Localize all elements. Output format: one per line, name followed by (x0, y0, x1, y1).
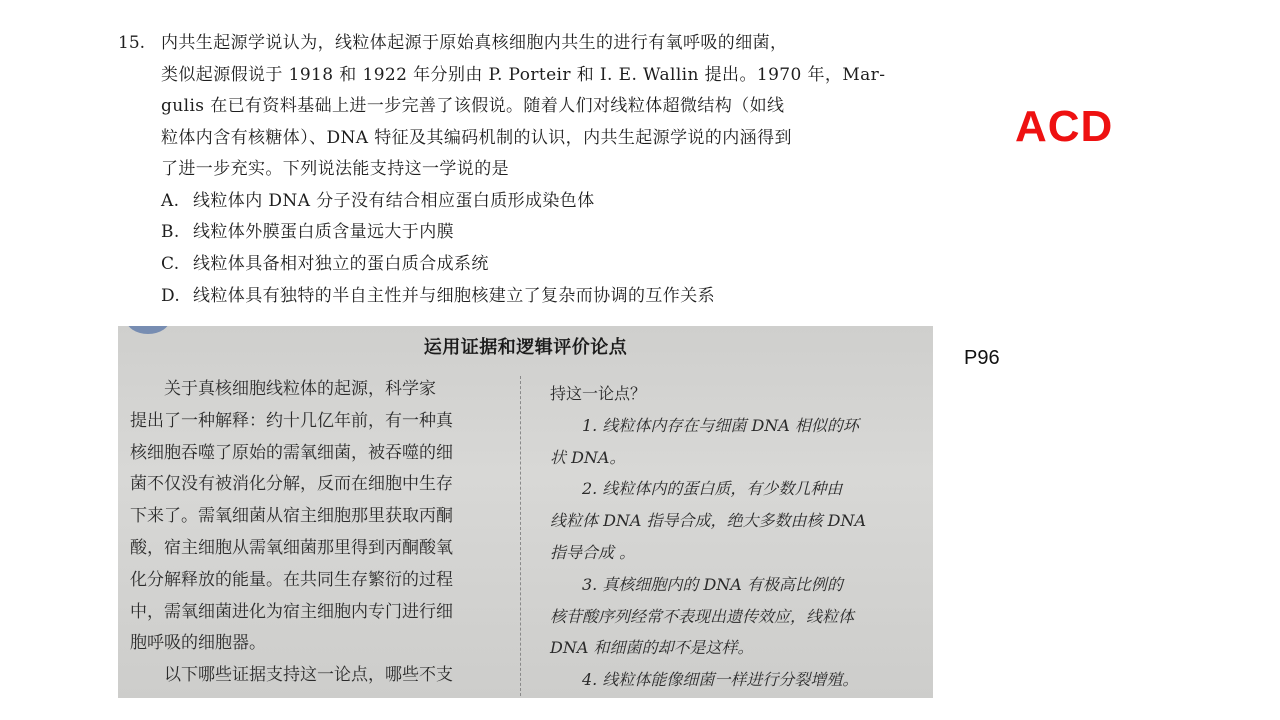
text-line: 1. 线粒体内存在与细菌 DNA 相似的环 (550, 415, 859, 435)
option-text: 线粒体外膜蛋白质含量远大于内膜 (193, 222, 454, 243)
text-line: DNA 和细菌的却不是这样。 (550, 638, 754, 658)
stem-line: gulis 在已有资料基础上进一步完善了该假说。随着人们对线粒体超微结构（如线 (161, 96, 785, 116)
option-d (161, 281, 918, 313)
textbook-left-column (130, 374, 500, 692)
textbook-right-column (550, 378, 925, 696)
text-line: 核细胞吞噬了原始的需氧细菌，被吞噬的细 (130, 442, 453, 463)
option-text: 线粒体具备相对独立的蛋白质合成系统 (193, 254, 489, 275)
column-divider (520, 376, 521, 696)
text-line: 以下哪些证据支持这一论点，哪些不支 (130, 665, 453, 686)
option-letter: D. (161, 285, 181, 306)
text-line: 状 DNA。 (550, 447, 626, 467)
text-line: 菌不仅没有被消化分解，反而在细胞中生存 (130, 474, 453, 495)
text-line: 指导合成 。 (550, 542, 636, 562)
text-line: 酸，宿主细胞从需氧细菌那里得到丙酮酸氧 (130, 537, 453, 558)
text-line: 关于真核细胞线粒体的起源，科学家 (130, 379, 436, 399)
question-stem (161, 28, 891, 186)
option-a (161, 186, 918, 218)
text-line: 胞呼吸的细胞器。 (130, 633, 266, 654)
question-block (118, 28, 918, 313)
text-line: 2. 线粒体内的蛋白质，有少数几种由 (550, 479, 843, 499)
option-letter: B. (161, 222, 180, 243)
option-c (161, 249, 918, 281)
stem-line: 粒体内含有核糖体）、DNA 特征及其编码机制的认识，内共生起源学说的内涵得到 (161, 127, 792, 148)
text-line: 持这一论点？ (550, 384, 647, 403)
text-line: 4. 线粒体能像细菌一样进行分裂增殖。 (550, 670, 859, 690)
answer-label: ACD (1015, 102, 1114, 151)
text-line: 线粒体 DNA 指导合成，绝大多数由核 DNA (550, 511, 867, 531)
page-reference: P96 (964, 347, 1000, 369)
option-letter: C. (161, 254, 180, 275)
text-line: 化分解释放的能量。在共同生存繁衍的过程 (130, 569, 453, 590)
question-number: 15. (118, 33, 146, 53)
text-line: 下来了。需氧细菌从宿主细胞那里获取丙酮 (130, 506, 453, 527)
option-text: 线粒体具有独特的半自主性并与细胞核建立了复杂而协调的互作关系 (193, 285, 715, 306)
option-letter: A. (161, 190, 180, 211)
text-line: 提出了一种解释：约十几亿年前，有一种真 (130, 410, 453, 431)
stem-line: 内共生起源学说认为，线粒体起源于原始真核细胞内共生的进行有氧呼吸的细菌， (161, 33, 788, 53)
stem-line: 了进一步充实。下列说法能支持这一学说的是 (161, 159, 509, 179)
stem-line: 类似起源假说于 1918 和 1922 年分别由 P. Porteir 和 I. E. Wallin 提出。1970 年，Mar- (161, 64, 886, 85)
text-line: 核苷酸序列经常不表现出遗传效应，线粒体 (550, 606, 855, 626)
textbook-title: 运用证据和逻辑评价论点 (423, 337, 628, 358)
textbook-excerpt-image (118, 326, 933, 698)
text-line: 中，需氧细菌进化为宿主细胞内专门进行细 (130, 601, 453, 622)
text-line: 3. 真核细胞内的 DNA 有极高比例的 (550, 574, 843, 594)
option-text: 线粒体内 DNA 分子没有结合相应蛋白质形成染色体 (193, 190, 595, 211)
option-b (161, 217, 918, 249)
